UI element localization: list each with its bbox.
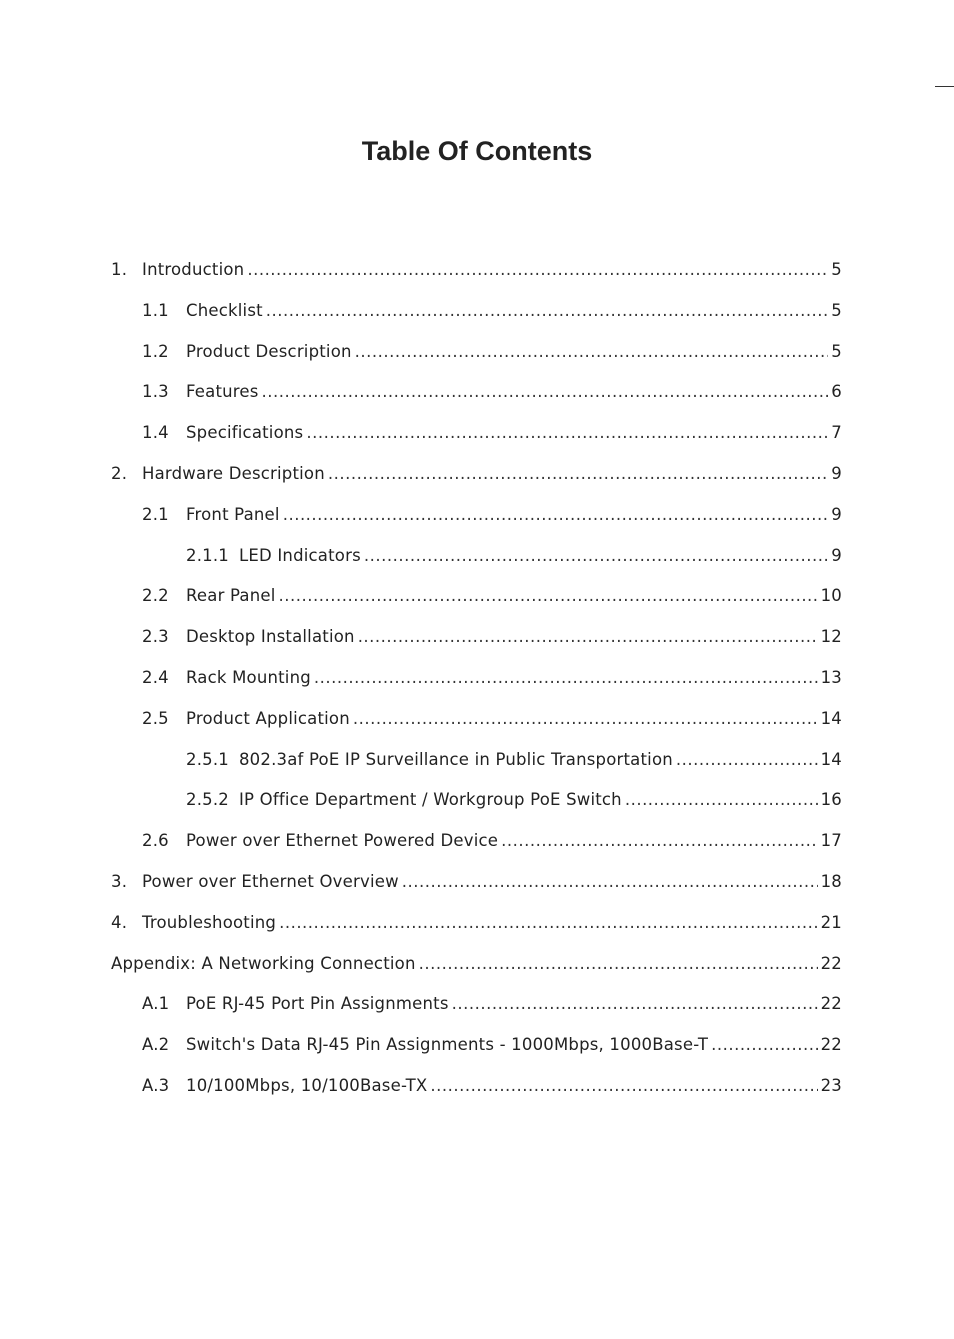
toc-entry-number: 2.5: [142, 708, 169, 728]
toc-dot-leader: [283, 495, 829, 536]
toc-entry-number: A.3: [142, 1075, 170, 1095]
toc-entry[interactable]: [111, 862, 842, 903]
toc-entry-number: 2.: [111, 463, 128, 483]
toc-entry[interactable]: [111, 576, 842, 617]
toc-dot-leader: [419, 944, 818, 985]
toc-dot-leader: [314, 658, 818, 699]
toc-entry-number: 2.5.2: [186, 790, 229, 810]
toc-entry-page-number: 12: [820, 627, 842, 647]
toc-entry-page-number: 7: [831, 423, 842, 443]
toc-entry-title: Introduction: [142, 260, 245, 279]
toc-entry-title: Desktop Installation: [186, 627, 355, 647]
toc-entry-title: IP Office Department / Workgroup PoE Switch: [238, 790, 622, 810]
toc-entry[interactable]: [111, 821, 842, 862]
toc-entry-title: LED Indicators: [238, 545, 361, 565]
toc-entry-title: Rear Panel: [186, 586, 276, 606]
toc-entry-title: Front Panel: [186, 504, 280, 524]
page-title: Table Of Contents: [361, 136, 593, 166]
toc-entry-number: A.2: [142, 1035, 170, 1055]
toc-entry[interactable]: [111, 495, 842, 536]
toc-entry-page-number: 22: [820, 994, 842, 1014]
toc-entry[interactable]: [111, 1025, 842, 1066]
toc-entry-page-number: 5: [831, 260, 842, 279]
toc-entry-title: Appendix: A Networking Connection: [111, 953, 416, 973]
toc-dot-leader: [306, 413, 828, 454]
toc-entry-page-number: 21: [820, 912, 842, 932]
toc-entry[interactable]: [111, 617, 842, 658]
toc-entry[interactable]: [111, 454, 842, 495]
table-of-contents: [111, 250, 842, 1107]
toc-entry-title: Hardware Description: [142, 463, 325, 483]
toc-entry-page-number: 6: [831, 382, 842, 402]
toc-entry-page-number: 22: [820, 1035, 842, 1055]
toc-entry[interactable]: [111, 658, 842, 699]
toc-entry-number: 2.4: [142, 667, 169, 687]
toc-entry-number: 1.2: [142, 341, 169, 361]
toc-dot-leader: [430, 1066, 817, 1107]
toc-entry-title: Specifications: [186, 423, 304, 443]
toc-dot-leader: [355, 332, 829, 373]
toc-entry[interactable]: [111, 413, 842, 454]
toc-entry-title: Rack Mounting: [186, 667, 311, 687]
toc-entry-number: 3.: [111, 871, 128, 891]
toc-entry[interactable]: [111, 740, 842, 781]
toc-entry-page-number: 14: [820, 749, 842, 769]
toc-entry-number: 2.3: [142, 627, 169, 647]
toc-entry-title: 802.3af PoE IP Surveillance in Public Transportation: [238, 749, 673, 769]
toc-entry-page-number: 9: [831, 504, 842, 524]
toc-entry-title: PoE RJ-45 Port Pin Assignments: [186, 994, 449, 1014]
toc-entry-title: Features: [186, 382, 259, 402]
toc-dot-leader: [501, 821, 817, 862]
toc-dot-leader: [262, 372, 829, 413]
toc-entry-number: 2.5.1: [186, 749, 229, 769]
toc-entry-page-number: 5: [831, 300, 842, 320]
toc-entry-page-number: 9: [831, 463, 842, 483]
toc-entry-number: 2.6: [142, 831, 169, 851]
toc-entry-title: Power over Ethernet Overview: [142, 871, 399, 891]
toc-dot-leader: [279, 576, 818, 617]
toc-entry[interactable]: [111, 780, 842, 821]
toc-entry-page-number: 17: [820, 831, 842, 851]
toc-entry-number: 2.1.1: [186, 545, 229, 565]
toc-entry[interactable]: [111, 699, 842, 740]
toc-dot-leader: [247, 250, 828, 291]
toc-dot-leader: [364, 536, 828, 577]
toc-entry-title: Power over Ethernet Powered Device: [186, 831, 499, 851]
toc-dot-leader: [353, 699, 818, 740]
page-corner-mark: [935, 86, 954, 87]
toc-entry-number: 1.4: [142, 423, 169, 443]
toc-entry-page-number: 9: [831, 545, 842, 565]
toc-dot-leader: [358, 617, 818, 658]
toc-dot-leader: [711, 1025, 817, 1066]
toc-entry-number: 1.3: [142, 382, 169, 402]
toc-entry-page-number: 5: [831, 341, 842, 361]
toc-entry-number: 2.1: [142, 504, 169, 524]
toc-entry-number: 1.1: [142, 300, 169, 320]
toc-entry[interactable]: [111, 372, 842, 413]
toc-dot-leader: [676, 740, 818, 781]
toc-entry-title: Product Description: [186, 341, 352, 361]
toc-entry[interactable]: [111, 984, 842, 1025]
toc-entry-number: 2.2: [142, 586, 169, 606]
toc-dot-leader: [279, 903, 818, 944]
toc-entry-page-number: 14: [820, 708, 842, 728]
toc-entry[interactable]: [111, 903, 842, 944]
toc-entry[interactable]: [111, 250, 842, 291]
toc-entry-title: Product Application: [186, 708, 350, 728]
toc-entry[interactable]: [111, 944, 842, 985]
toc-dot-leader: [625, 780, 818, 821]
toc-entry-number: A.1: [142, 994, 170, 1014]
toc-entry-title: Troubleshooting: [142, 912, 277, 932]
toc-entry[interactable]: [111, 291, 842, 332]
toc-entry-title: 10/100Mbps, 10/100Base-TX: [186, 1075, 428, 1095]
toc-entry[interactable]: [111, 536, 842, 577]
toc-entry-number: 1.: [111, 260, 128, 279]
toc-entry-page-number: 13: [820, 667, 842, 687]
toc-entry-page-number: 18: [820, 871, 842, 891]
toc-entry-title: Switch's Data RJ-45 Pin Assignments - 1000Mbps, 1000Base-T: [186, 1035, 709, 1055]
toc-entry-page-number: 22: [820, 953, 842, 973]
toc-dot-leader: [402, 862, 818, 903]
toc-entry[interactable]: [111, 1066, 842, 1107]
toc-dot-leader: [328, 454, 828, 495]
toc-entry-page-number: 10: [820, 586, 842, 606]
toc-entry-page-number: 23: [820, 1075, 842, 1095]
toc-entry-page-number: 16: [820, 790, 842, 810]
toc-entry[interactable]: [111, 332, 842, 373]
toc-entry-title: Checklist: [186, 300, 263, 320]
toc-dot-leader: [452, 984, 818, 1025]
toc-dot-leader: [266, 291, 829, 332]
toc-entry-number: 4.: [111, 912, 128, 932]
